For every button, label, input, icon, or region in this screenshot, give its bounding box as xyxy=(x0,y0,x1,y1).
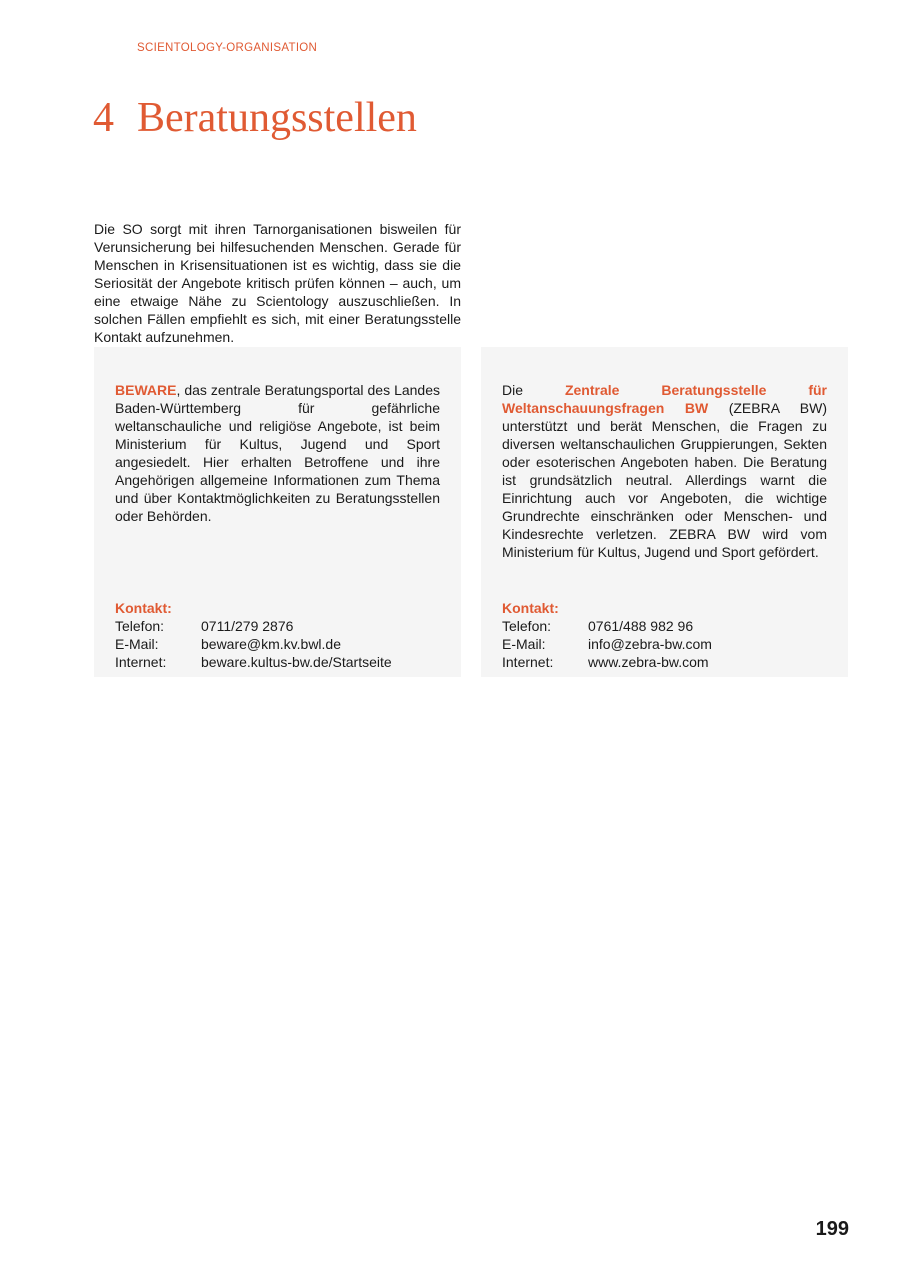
contact-email-row xyxy=(502,635,712,653)
contact-phone-row xyxy=(115,617,392,635)
info-box-body: , das zentrale Beratungsportal des Landes Baden-Württemberg für gefährliche weltanschauliche und religiöse Angebote, ist beim Ministerium für Kultus, Jugend und Sport angesiedelt. Hier erhalten Betroffene und ihre Angehörigen allgemeine Informationen zum Thema und über Kontaktmöglichkeiten zu Beratungsstellen oder Behörden. xyxy=(115,382,440,524)
chapter-title-text: Beratungsstellen xyxy=(137,95,417,141)
intro-paragraph: Die SO sorgt mit ihren Tarnorganisationen bisweilen für Verunsicherung bei hilfesuchenden Menschen. Gerade für Menschen in Krisensituationen ist es wichtig, dass sie die Seriosität der Angebote kritisch prüfen können – auch, um eine etwaige Nähe zu Scientology auszuschließen. In solchen Fällen empfiehlt es sich, mit einer Beratungsstelle Kontakt aufzunehmen. xyxy=(94,221,461,345)
contact-web-row xyxy=(502,653,712,671)
info-box-beware xyxy=(94,347,461,677)
contact-block xyxy=(115,599,392,671)
info-box-zebra xyxy=(481,347,848,677)
contact-title: Kontakt: xyxy=(115,600,172,616)
contact-phone-row xyxy=(502,617,712,635)
phone-label: Telefon: xyxy=(502,618,552,634)
contact-title: Kontakt: xyxy=(502,600,559,616)
phone-value: 0761/488 982 96 xyxy=(588,618,694,634)
running-head: SCIENTOLOGY-ORGANISATION xyxy=(137,42,318,54)
chapter-number: 4 xyxy=(93,95,114,141)
web-label: Internet: xyxy=(115,654,167,670)
web-value[interactable]: www.zebra-bw.com xyxy=(588,654,709,670)
phone-label: Telefon: xyxy=(115,618,165,634)
web-label: Internet: xyxy=(502,654,554,670)
contact-block xyxy=(502,599,712,671)
organization-name: BEWARE xyxy=(115,382,177,398)
chapter-title xyxy=(93,94,417,142)
organization-name: Zentrale Beratungsstelle für Weltanschauungsfragen BW xyxy=(502,382,827,416)
email-value[interactable]: info@zebra-bw.com xyxy=(588,636,712,652)
email-label: E-Mail: xyxy=(502,636,546,652)
email-label: E-Mail: xyxy=(115,636,159,652)
page-number: 199 xyxy=(815,1218,849,1240)
contact-web-row xyxy=(115,653,392,671)
info-box-body: (ZEBRA BW) unterstützt und berät Menschen, die Fragen zu diversen weltanschaulichen Gruppierungen, Sekten oder esoterischen Angeboten haben. Die Beratung ist grundsätzlich neutral. Allerdings warnt die Einrichtung auch vor Angeboten, die wichtige Grundrechte einschränken oder Menschen- und Kindesrechte verletzen. ZEBRA BW wird vom Ministerium für Kultus, Jugend und Sport gefördert. xyxy=(502,400,827,560)
email-value[interactable]: beware@km.kv.bwl.de xyxy=(201,636,341,652)
info-box-text xyxy=(502,381,827,561)
phone-value: 0711/279 2876 xyxy=(201,618,294,634)
contact-email-row xyxy=(115,635,392,653)
info-box-prefix: Die xyxy=(502,382,565,398)
info-box-text xyxy=(115,381,440,525)
web-value[interactable]: beware.kultus-bw.de/Startseite xyxy=(201,654,392,670)
